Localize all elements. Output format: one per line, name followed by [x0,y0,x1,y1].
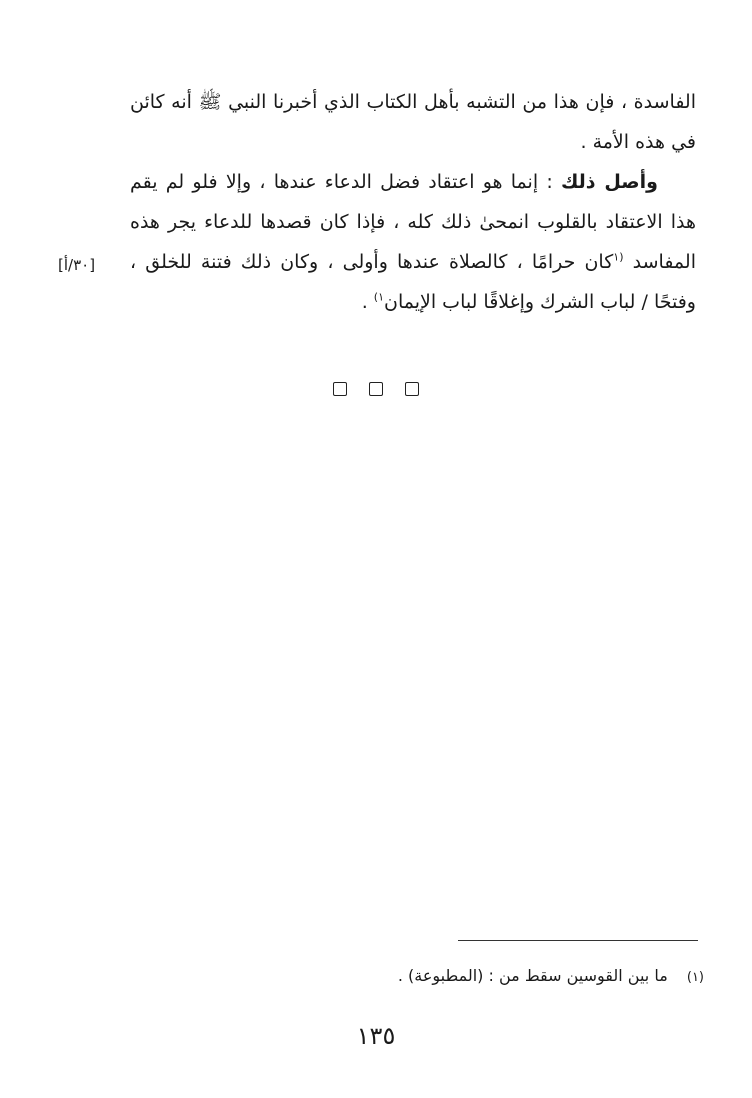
footnote-text: ما بين القوسين سقط من : (المطبوعة) . [397,966,668,985]
footnote-number: (١) [686,970,704,985]
footnote-divider [458,940,698,941]
paragraph-1-text: الفاسدة ، فإن هذا من التشبه بأهل الكتاب الذي أخبرنا النبي ﷺ أنه كائن في هذه الأمة . [130,91,696,153]
paragraph-2-text-after-note: . [361,291,374,313]
separator-square-icon [405,382,419,396]
page-number: ١٣٥ [356,1022,396,1050]
paragraph-2 [130,162,696,322]
paragraph-2-lead: وأصل ذلك [560,171,658,193]
separator-square-icon [369,382,383,396]
footnote-open-marker: (١ [613,250,624,264]
manuscript-folio-reference: [٣٠/أ] [58,256,96,274]
paragraph-2-text-inside-note: كان حرامًا ، كالصلاة عندها وأولى ، وكان ذلك فتنة للخلق ، وفتحًا / لباب الشرك وإغلاقًا لباب الإيمان [130,251,696,313]
main-text-block [130,82,696,322]
footnote-close-marker: ١) [373,290,385,304]
footnote [398,966,704,985]
separator-square-icon [333,382,347,396]
paragraph-2-text-before-note: : إنما هو اعتقاد فضل الدعاء عندها ، وإلا فلو لم يقم هذا الاعتقاد بالقلوب انمحىٰ ذلك كله ، فإذا كان قصدها للدعاء يجر هذه المفاسد [130,171,696,273]
section-separator [0,382,752,396]
paragraph-1 [130,82,696,162]
